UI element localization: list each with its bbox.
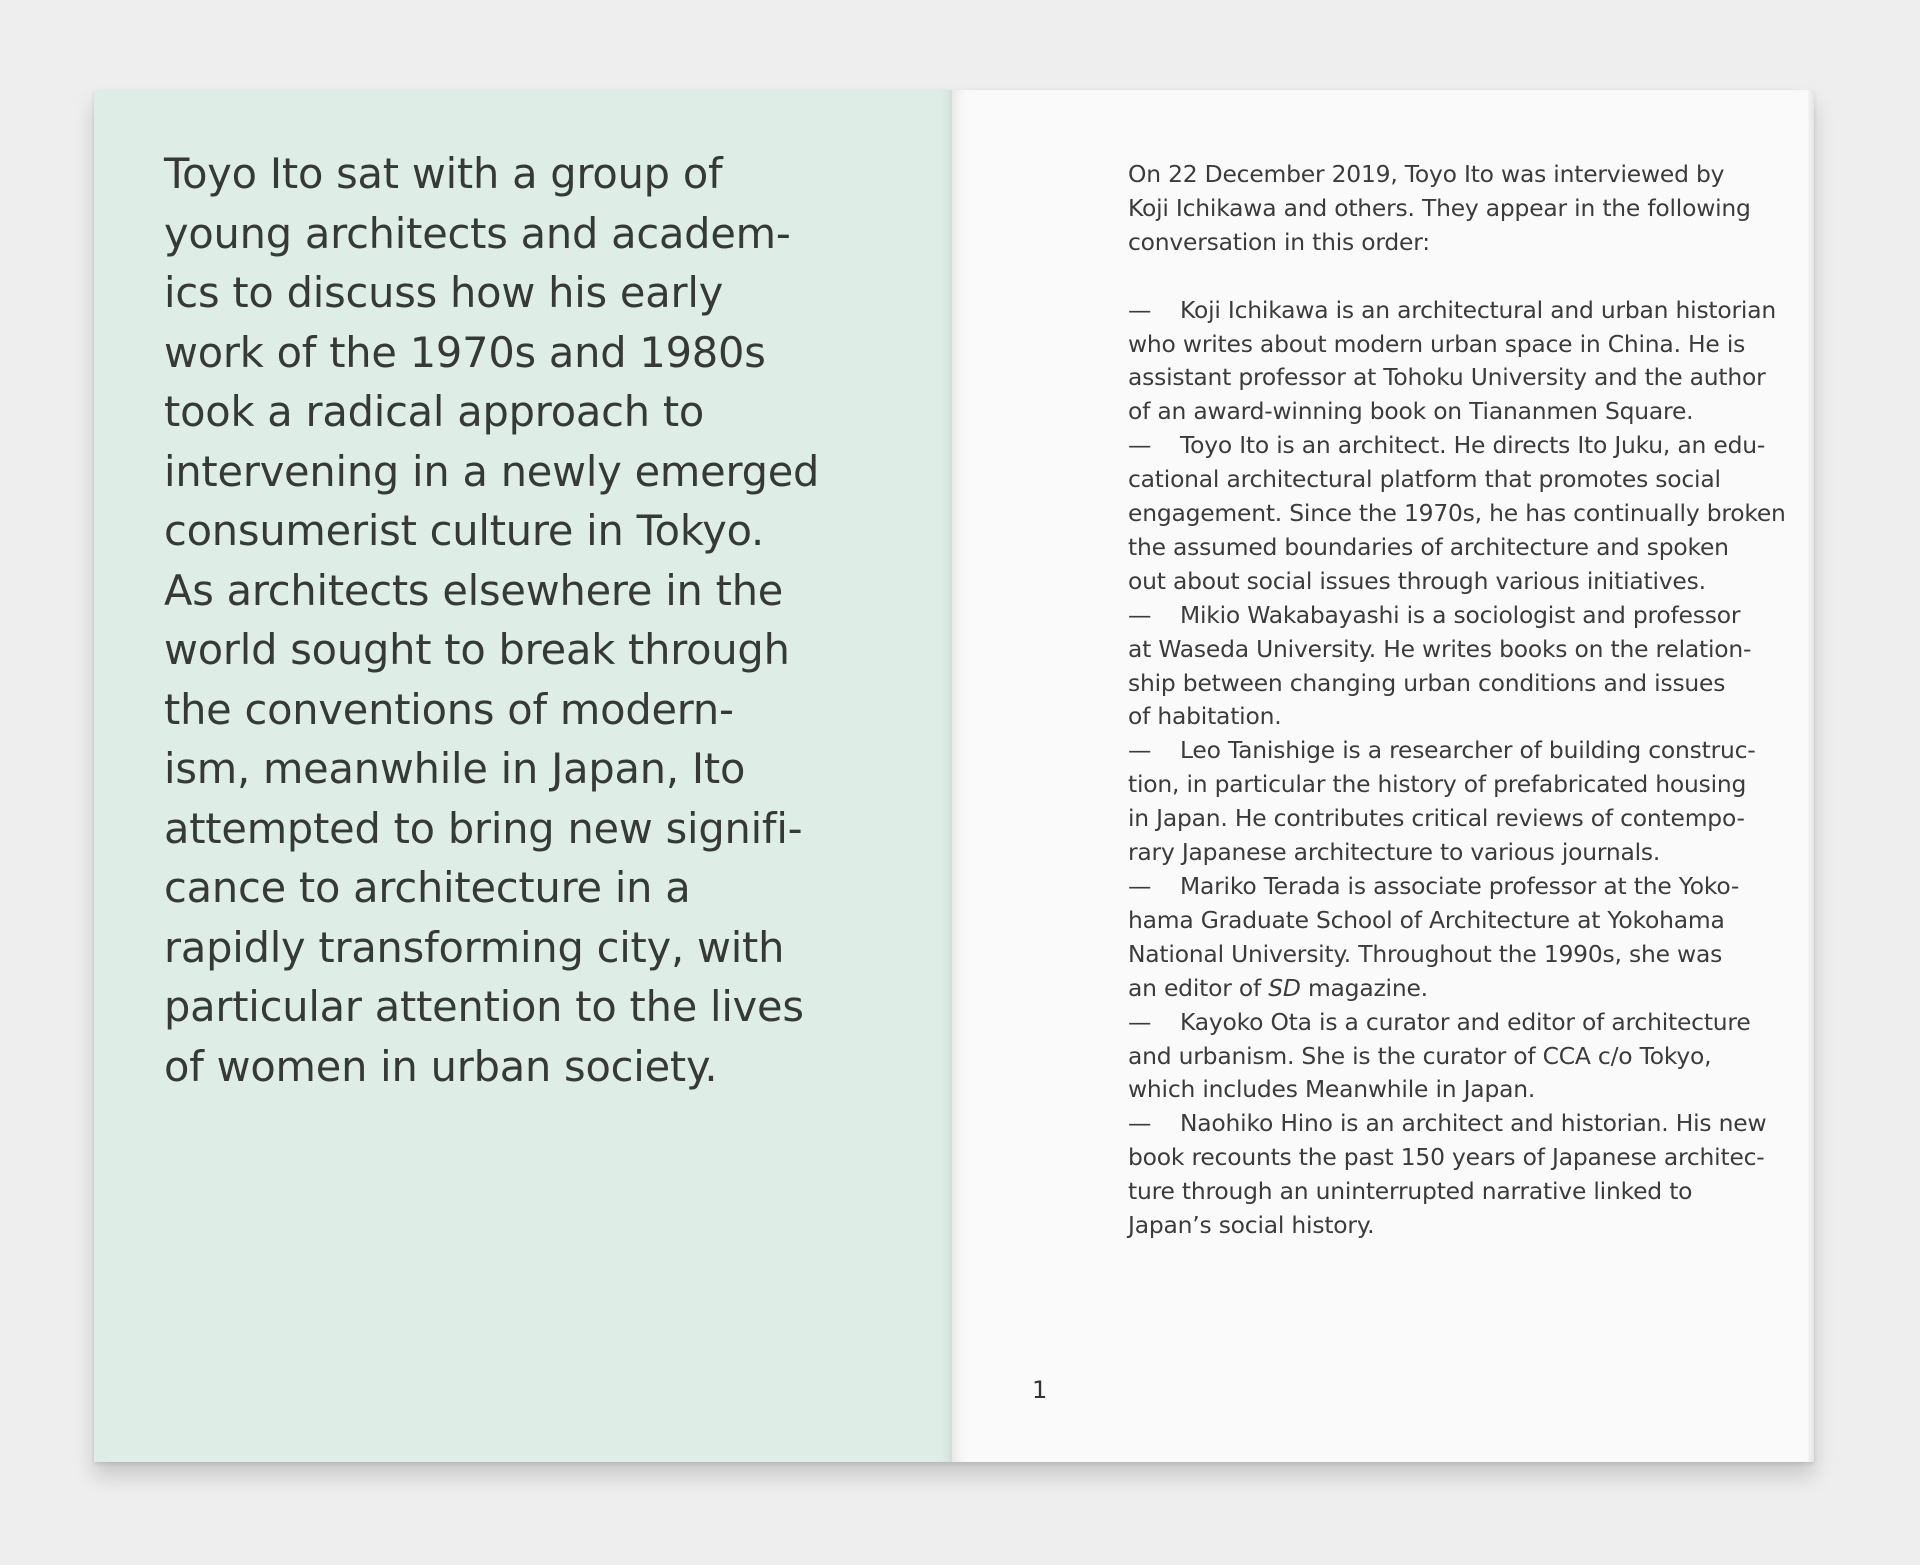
opening-line: conversation in this order: [1128, 227, 1430, 256]
participant-line: National University. Throughout the 1990s, she was [1128, 939, 1723, 968]
opening-line: On 22 December 2019, Toyo Ito was interviewed by [1128, 160, 1725, 188]
participant-line: — Mikio Wakabayashi is a sociologist and professor [1128, 599, 1788, 633]
intro-paragraph [164, 144, 924, 1096]
em-dash: — [1128, 1007, 1152, 1036]
participant-line: rary Japanese architecture to various journals. [1128, 838, 1661, 867]
participant-line: and urbanism. She is the curator of CCA c/o Tokyo, [1128, 1041, 1712, 1070]
magazine-title: SD [1268, 973, 1301, 1002]
participant-line: the assumed boundaries of architecture and spoken [1128, 532, 1729, 561]
intro-line: attempted to bring new signifi- [164, 803, 803, 853]
intro-line: Toyo Ito sat with a group of [164, 149, 723, 198]
participant-entry-hino [1128, 1107, 1788, 1243]
intro-line: rapidly transforming city, with [164, 922, 785, 972]
intro-line: ism, meanwhile in Japan, Ito [164, 744, 746, 793]
right-page [952, 90, 1814, 1462]
participant-line: — Naohiko Hino is an architect and historian. His new [1128, 1107, 1788, 1141]
intro-line: took a radical approach to [164, 387, 705, 436]
participant-line: hama Graduate School of Architecture at Yokohama [1128, 905, 1725, 934]
em-dash: — [1128, 736, 1152, 765]
participant-line: — Toyo Ito is an architect. He directs Ito Juku, an edu- [1128, 429, 1788, 463]
intro-line: young architects and academ- [164, 208, 791, 258]
opening-line: Koji Ichikawa and others. They appear in the following [1128, 193, 1751, 222]
participant-line: cational architectural platform that promotes social [1128, 465, 1721, 494]
intro-line: consumerist culture in Tokyo. [164, 506, 765, 555]
em-dash: — [1128, 1109, 1152, 1138]
page-number: 1 [1032, 1376, 1048, 1404]
intro-line: work of the 1970s and 1980s [164, 327, 766, 377]
participants-text [1128, 158, 1788, 1243]
participant-entry-ota [1128, 1006, 1788, 1108]
participant-line: out about social issues through various initiatives. [1128, 566, 1706, 595]
participant-entry-ichikawa [1128, 294, 1788, 430]
em-dash: — [1128, 295, 1152, 324]
intro-line: ics to discuss how his early [164, 268, 724, 317]
left-page [94, 90, 952, 1462]
participant-line: — Koji Ichikawa is an architectural and urban historian [1128, 294, 1788, 328]
intro-line: of women in urban society. [164, 1041, 718, 1091]
em-dash: — [1128, 600, 1152, 629]
participant-line: ture through an uninterrupted narrative linked to [1128, 1177, 1693, 1206]
intro-line: As architects elsewhere in the [164, 565, 784, 615]
intro-line: particular attention to the lives [164, 982, 804, 1031]
participant-line: engagement. Since the 1970s, he has continually broken [1128, 499, 1786, 528]
book-spread [94, 90, 1814, 1462]
participant-line: tion, in particular the history of prefabricated housing [1128, 770, 1747, 799]
participant-entry-terada [1128, 870, 1788, 1006]
intro-line: intervening in a newly emerged [164, 446, 820, 496]
participant-entry-wakabayashi [1128, 599, 1788, 735]
participant-line: assistant professor at Tohoku University and the author [1128, 363, 1766, 392]
participant-entry-tanishige [1128, 734, 1788, 870]
em-dash: — [1128, 872, 1152, 901]
paragraph-gap [1128, 260, 1788, 294]
page-edge [1808, 90, 1814, 1462]
participant-line: — Leo Tanishige is a researcher of building construc- [1128, 734, 1788, 768]
opening-paragraph [1128, 158, 1788, 260]
participant-line: ship between changing urban conditions and issues [1128, 668, 1726, 697]
participant-line: in Japan. He contributes critical reviews of contempo- [1128, 804, 1745, 833]
participant-line: book recounts the past 150 years of Japanese architec- [1128, 1143, 1765, 1172]
participant-line: an editor of SD magazine. [1128, 973, 1428, 1002]
participant-entry-ito [1128, 429, 1788, 599]
participant-line: who writes about modern urban space in China. He is [1128, 329, 1746, 358]
intro-line: cance to architecture in a [164, 863, 691, 912]
em-dash: — [1128, 431, 1152, 460]
intro-line: world sought to break through [164, 625, 790, 674]
participant-line: at Waseda University. He writes books on the relation- [1128, 634, 1752, 663]
participant-line: of an award-winning book on Tiananmen Square. [1128, 397, 1694, 426]
participant-line: of habitation. [1128, 702, 1282, 731]
intro-line: the conventions of modern- [164, 684, 734, 734]
participant-line: — Kayoko Ota is a curator and editor of architecture [1128, 1006, 1788, 1040]
participant-line: — Mariko Terada is associate professor at the Yoko- [1128, 870, 1788, 904]
participant-line: which includes Meanwhile in Japan. [1128, 1075, 1536, 1104]
participant-line: Japan’s social history. [1128, 1211, 1375, 1240]
